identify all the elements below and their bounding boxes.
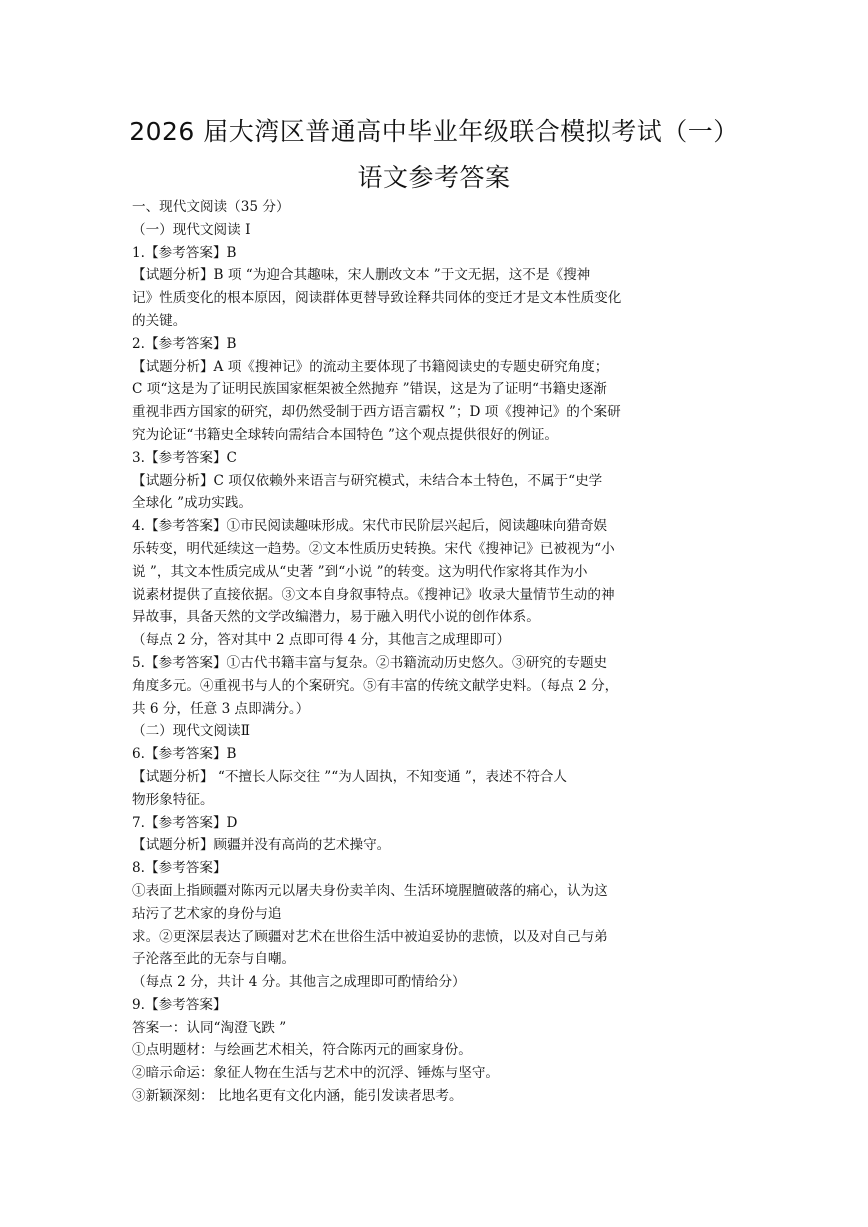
- answer-line: 答案一：认同“淘澄飞跌 ”: [132, 1019, 287, 1036]
- answer-line: 玷污了艺术家的身份与追: [132, 905, 282, 922]
- answer-line: ①点明题材：与绘画艺术相关，符合陈丙元的画家身份。: [132, 1042, 472, 1059]
- answer-line: 9.【参考答案】: [132, 996, 227, 1013]
- analysis-line: 【试题分析】顾疆并没有高尚的艺术操守。: [132, 837, 391, 854]
- analysis-line: 究为论证“书籍史全球转向需结合本国特色 ”这个观点提供很好的例证。: [132, 426, 559, 443]
- answer-line: 4.【参考答案】①市民阅读趣味形成。宋代市民阶层兴起后，阅读趣味向猎奇娱: [132, 518, 608, 535]
- analysis-line: 的关键。: [132, 312, 187, 329]
- answer-line: 7.【参考答案】D: [132, 814, 238, 831]
- answer-line: 求。②更深层表达了顾疆对艺术在世俗生活中被迫妥协的悲愤，以及对自己与弟: [132, 928, 608, 945]
- subsection-heading: （一）现代文阅读 Ⅰ: [132, 221, 251, 238]
- answer-line: 3.【参考答案】C: [132, 449, 237, 466]
- answer-line: 共 6 分，任意 3 点即满分。）: [132, 700, 310, 717]
- analysis-line: 物形象特征。: [132, 791, 214, 808]
- answer-line: 说素材提供了直接依据。③文本自身叙事特点。《搜神记》收录大量情节生动的神: [132, 586, 615, 603]
- answer-line: 角度多元。④重视书与人的个案研究。⑤有丰富的传统文献学史料。（每点 2 分，: [132, 677, 619, 694]
- analysis-line: 重视非西方国家的研究，却仍然受制于西方语言霸权 ”；D 项《搜神记》的个案研: [132, 404, 621, 421]
- subsection-heading: （二）现代文阅读Ⅱ: [132, 723, 250, 740]
- scoring-note: （每点 2 分，共计 4 分。其他言之成理即可酌情给分）: [132, 974, 466, 991]
- document-subtitle: 语文参考答案: [357, 163, 511, 192]
- answer-line: 异故事，具备天然的文学改编潜力，易于融入明代小说的创作体系。: [132, 609, 540, 626]
- answer-body: [132, 196, 712, 1108]
- analysis-line: 全球化 ”成功实践。: [132, 495, 253, 512]
- answer-line: 说 ”，其文本性质完成从“史著 ”到“小说 ”的转变。这为明代作家将其作为小: [132, 563, 588, 580]
- analysis-line: 记》性质变化的根本原因，阅读群体更替导致诠释共同体的变迁才是文本性质变化: [132, 290, 622, 307]
- analysis-line: 【试题分析】C 项仅依赖外来语言与研究模式，未结合本土特色，不属于“史学: [132, 472, 603, 489]
- answer-line: 8.【参考答案】: [132, 860, 227, 877]
- analysis-line: C 项“这是为了证明民族国家框架被全然抛弃 ”错误，这是为了证明“书籍史逐渐: [132, 381, 607, 398]
- answer-line: ③新颖深刻： 比地名更有文化内涵，能引发读者思考。: [132, 1088, 463, 1105]
- answer-line: 2.【参考答案】B: [132, 335, 237, 352]
- analysis-line: 【试题分析】B 项 “为迎合其趣味，宋人删改文本 ”于文无据，这不是《搜神: [132, 267, 591, 284]
- answer-line: ②暗示命运：象征人物在生活与艺术中的沉浮、锤炼与坚守。: [132, 1065, 500, 1082]
- document-title: 2026 届大湾区普通高中毕业年级联合模拟考试（一）: [129, 117, 739, 146]
- scoring-note: （每点 2 分，答对其中 2 点即可得 4 分，其他言之成理即可）: [132, 632, 511, 649]
- answer-line: 乐转变，明代延续这一趋势。②文本性质历史转换。宋代《搜神记》已被视为“小: [132, 540, 615, 557]
- answer-line: 1.【参考答案】B: [132, 244, 237, 261]
- analysis-line: 【试题分析】A 项《搜神记》的流动主要体现了书籍阅读史的专题史研究角度；: [132, 358, 609, 375]
- answer-line: 6.【参考答案】B: [132, 746, 237, 763]
- answer-line: 5.【参考答案】①古代书籍丰富与复杂。②书籍流动历史悠久。③研究的专题史: [132, 654, 608, 671]
- answer-line: 子沦落至此的无奈与自嘲。: [132, 951, 296, 968]
- section-heading: 一、现代文阅读（35 分）: [132, 199, 290, 215]
- analysis-line: 【试题分析】 “不擅长人际交往 ”“为人固执，不知变通 ”，表述不符合人: [132, 768, 567, 785]
- answer-line: ①表面上指顾疆对陈丙元以屠夫身份卖羊肉、生活环境腥膻破落的痛心，认为这: [132, 882, 608, 899]
